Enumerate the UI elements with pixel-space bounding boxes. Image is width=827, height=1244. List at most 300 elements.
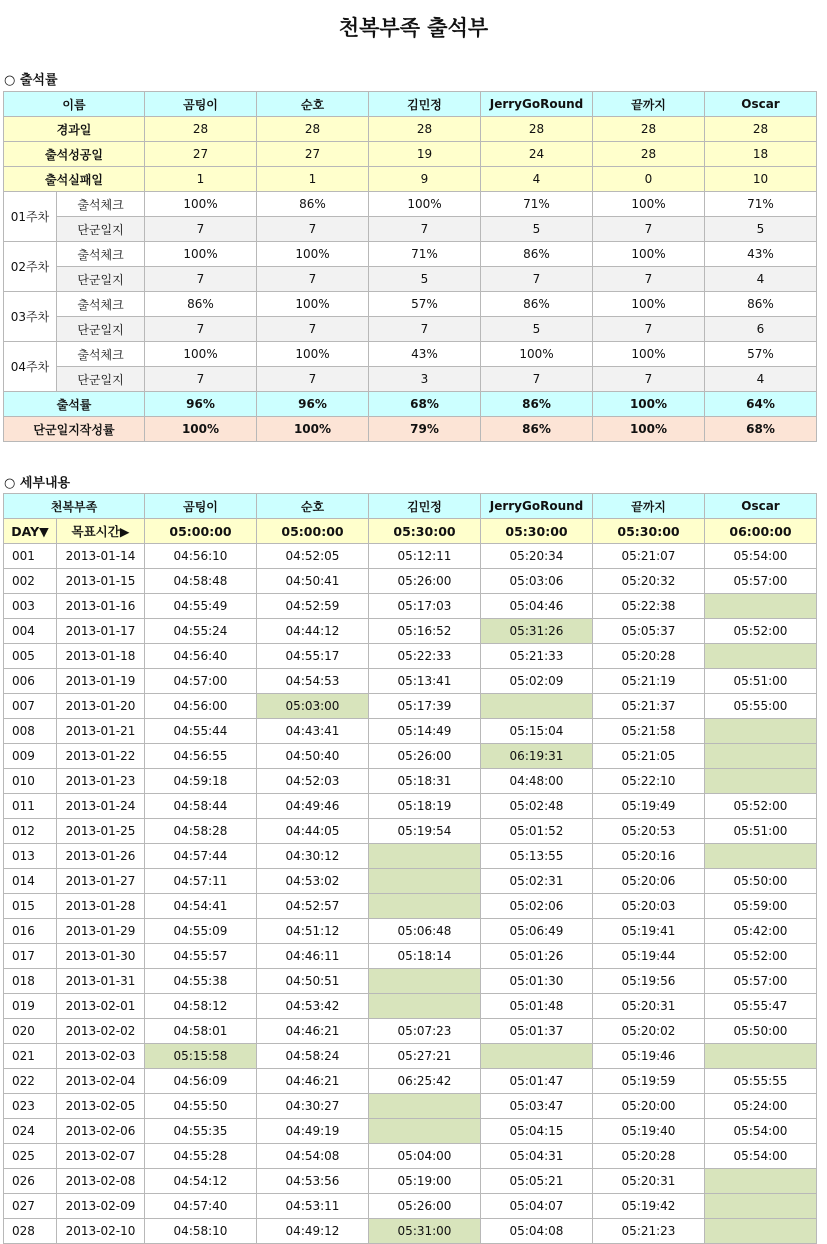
time-cell: 05:50:00	[705, 1019, 817, 1044]
day-row	[4, 969, 817, 994]
time-cell: 05:20:02	[593, 1019, 705, 1044]
summary-value: 27	[145, 142, 257, 167]
day-row	[4, 1044, 817, 1069]
time-cell: 05:20:16	[593, 844, 705, 869]
check-value: 100%	[593, 242, 705, 267]
day-date: 2013-01-17	[57, 619, 145, 644]
attendance-rate-value: 100%	[593, 392, 705, 417]
time-cell: 04:52:59	[257, 594, 369, 619]
time-cell: 05:04:07	[481, 1194, 593, 1219]
time-cell: 04:56:09	[145, 1069, 257, 1094]
journal-value: 7	[481, 267, 593, 292]
summary-value: 1	[257, 167, 369, 192]
day-date: 2013-02-08	[57, 1169, 145, 1194]
time-cell: 04:50:51	[257, 969, 369, 994]
time-cell: 04:53:56	[257, 1169, 369, 1194]
member-header: Oscar	[705, 92, 817, 117]
time-cell: 04:58:48	[145, 569, 257, 594]
day-number: 022	[4, 1069, 57, 1094]
target-time: 05:00:00	[145, 519, 257, 544]
time-cell: 05:19:40	[593, 1119, 705, 1144]
time-cell: 05:55:55	[705, 1069, 817, 1094]
day-number: 025	[4, 1144, 57, 1169]
day-number: 005	[4, 644, 57, 669]
journal-value: 7	[257, 367, 369, 392]
day-date: 2013-02-10	[57, 1219, 145, 1244]
day-row	[4, 1219, 817, 1244]
check-value: 100%	[593, 342, 705, 367]
day-number: 013	[4, 844, 57, 869]
time-cell: 05:18:31	[369, 769, 481, 794]
time-cell: 04:44:05	[257, 819, 369, 844]
time-cell: 05:26:00	[369, 1194, 481, 1219]
time-cell: 04:55:17	[257, 644, 369, 669]
journal-value: 5	[705, 217, 817, 242]
missed-time-cell	[705, 744, 817, 769]
time-cell: 05:16:52	[369, 619, 481, 644]
missed-time-cell	[705, 1194, 817, 1219]
day-date: 2013-01-25	[57, 819, 145, 844]
time-cell: 04:30:12	[257, 844, 369, 869]
summary-value: 19	[369, 142, 481, 167]
journal-value: 7	[145, 317, 257, 342]
journal-label: 단군일지	[57, 217, 145, 242]
time-cell: 05:20:28	[593, 644, 705, 669]
check-value: 100%	[257, 342, 369, 367]
time-cell: 05:15:04	[481, 719, 593, 744]
time-cell: 05:21:23	[593, 1219, 705, 1244]
member-header: 김민정	[369, 92, 481, 117]
detail-section-heading: ○ 세부내용	[4, 476, 71, 491]
detail-table	[3, 493, 817, 1244]
week-journal-row	[4, 317, 817, 342]
member-header: 순호	[257, 92, 369, 117]
time-cell: 04:55:24	[145, 619, 257, 644]
journal-value: 7	[593, 217, 705, 242]
time-cell: 05:19:59	[593, 1069, 705, 1094]
time-cell: 04:55:09	[145, 919, 257, 944]
time-cell: 04:52:57	[257, 894, 369, 919]
week-journal-row	[4, 267, 817, 292]
time-cell: 05:20:03	[593, 894, 705, 919]
tribe-label: 천복부족	[4, 494, 145, 519]
week-check-row	[4, 292, 817, 317]
time-cell: 05:50:00	[705, 869, 817, 894]
check-label: 출석체크	[57, 342, 145, 367]
missed-time-cell	[705, 1044, 817, 1069]
time-cell: 04:54:53	[257, 669, 369, 694]
summary-label: 출석성공일	[4, 142, 145, 167]
day-row	[4, 594, 817, 619]
missed-time-cell	[705, 719, 817, 744]
day-row	[4, 1169, 817, 1194]
day-number: 018	[4, 969, 57, 994]
time-cell: 05:12:11	[369, 544, 481, 569]
day-row	[4, 894, 817, 919]
day-date: 2013-01-21	[57, 719, 145, 744]
time-cell: 04:51:12	[257, 919, 369, 944]
time-cell: 04:53:02	[257, 869, 369, 894]
member-header: 끝까지	[593, 92, 705, 117]
check-label: 출석체크	[57, 242, 145, 267]
day-date: 2013-02-06	[57, 1119, 145, 1144]
day-number: 006	[4, 669, 57, 694]
time-cell: 05:20:32	[593, 569, 705, 594]
summary-row	[4, 117, 817, 142]
day-number: 008	[4, 719, 57, 744]
day-date: 2013-02-05	[57, 1094, 145, 1119]
time-cell: 05:57:00	[705, 969, 817, 994]
summary-value: 28	[593, 142, 705, 167]
time-cell: 05:20:06	[593, 869, 705, 894]
time-cell: 05:19:44	[593, 944, 705, 969]
missed-time-cell: 05:03:00	[257, 694, 369, 719]
time-cell: 04:56:40	[145, 644, 257, 669]
day-row	[4, 1119, 817, 1144]
day-row	[4, 619, 817, 644]
journal-value: 7	[593, 267, 705, 292]
day-number: 016	[4, 919, 57, 944]
target-time: 05:30:00	[369, 519, 481, 544]
week-check-row	[4, 192, 817, 217]
time-cell: 04:54:41	[145, 894, 257, 919]
time-cell: 04:52:03	[257, 769, 369, 794]
time-cell: 05:02:31	[481, 869, 593, 894]
time-cell: 04:43:41	[257, 719, 369, 744]
missed-time-cell	[369, 1094, 481, 1119]
time-cell: 05:07:23	[369, 1019, 481, 1044]
attendance-section-heading: ○ 출석률	[4, 73, 58, 88]
day-number: 027	[4, 1194, 57, 1219]
day-number: 024	[4, 1119, 57, 1144]
check-value: 71%	[705, 192, 817, 217]
time-cell: 04:56:10	[145, 544, 257, 569]
time-cell: 05:13:41	[369, 669, 481, 694]
member-header: 끝까지	[593, 494, 705, 519]
time-cell: 05:01:37	[481, 1019, 593, 1044]
day-number: 021	[4, 1044, 57, 1069]
journal-rate-value: 86%	[481, 417, 593, 442]
time-cell: 04:58:28	[145, 819, 257, 844]
day-row	[4, 994, 817, 1019]
day-number: 017	[4, 944, 57, 969]
journal-value: 7	[257, 317, 369, 342]
day-row	[4, 844, 817, 869]
time-cell: 05:54:00	[705, 1119, 817, 1144]
day-date: 2013-01-16	[57, 594, 145, 619]
day-row	[4, 719, 817, 744]
day-date: 2013-02-01	[57, 994, 145, 1019]
day-row	[4, 919, 817, 944]
time-cell: 05:01:26	[481, 944, 593, 969]
check-value: 100%	[257, 242, 369, 267]
time-cell: 05:19:54	[369, 819, 481, 844]
summary-value: 9	[369, 167, 481, 192]
check-value: 86%	[705, 292, 817, 317]
time-cell: 04:56:00	[145, 694, 257, 719]
time-cell: 04:57:00	[145, 669, 257, 694]
attendance-summary-table	[3, 91, 817, 442]
day-number: 003	[4, 594, 57, 619]
summary-label: 경과일	[4, 117, 145, 142]
time-cell: 04:55:35	[145, 1119, 257, 1144]
day-row	[4, 944, 817, 969]
day-number: 019	[4, 994, 57, 1019]
journal-value: 5	[481, 317, 593, 342]
week-journal-row	[4, 217, 817, 242]
day-date: 2013-02-09	[57, 1194, 145, 1219]
time-cell: 04:57:11	[145, 869, 257, 894]
summary-value: 28	[257, 117, 369, 142]
time-cell: 04:46:11	[257, 944, 369, 969]
day-row	[4, 869, 817, 894]
journal-value: 3	[369, 367, 481, 392]
time-cell: 05:19:56	[593, 969, 705, 994]
attendance-rate-value: 64%	[705, 392, 817, 417]
time-cell: 05:54:00	[705, 544, 817, 569]
journal-label: 단군일지	[57, 317, 145, 342]
journal-value: 7	[257, 267, 369, 292]
day-date: 2013-01-23	[57, 769, 145, 794]
member-header: Oscar	[705, 494, 817, 519]
time-cell: 04:58:10	[145, 1219, 257, 1244]
missed-time-cell	[369, 1119, 481, 1144]
time-cell: 05:13:55	[481, 844, 593, 869]
check-value: 57%	[705, 342, 817, 367]
check-value: 100%	[145, 242, 257, 267]
attendance-rate-value: 86%	[481, 392, 593, 417]
summary-value: 27	[257, 142, 369, 167]
summary-value: 24	[481, 142, 593, 167]
journal-value: 7	[145, 267, 257, 292]
time-cell: 05:20:28	[593, 1144, 705, 1169]
member-header: JerryGoRound	[481, 92, 593, 117]
time-cell: 05:59:00	[705, 894, 817, 919]
time-cell: 05:22:38	[593, 594, 705, 619]
time-cell: 04:58:01	[145, 1019, 257, 1044]
week-label: 02주차	[4, 242, 57, 292]
day-date: 2013-01-22	[57, 744, 145, 769]
day-row	[4, 794, 817, 819]
journal-value: 7	[257, 217, 369, 242]
time-cell: 04:58:12	[145, 994, 257, 1019]
time-cell: 05:24:00	[705, 1094, 817, 1119]
missed-time-cell	[705, 644, 817, 669]
day-date: 2013-02-03	[57, 1044, 145, 1069]
time-cell: 05:57:00	[705, 569, 817, 594]
week-label: 03주차	[4, 292, 57, 342]
journal-value: 7	[369, 217, 481, 242]
day-date: 2013-01-20	[57, 694, 145, 719]
detail-header-row	[4, 494, 817, 519]
time-cell: 05:04:46	[481, 594, 593, 619]
day-row	[4, 694, 817, 719]
time-cell: 05:20:31	[593, 1169, 705, 1194]
time-cell: 04:53:11	[257, 1194, 369, 1219]
check-value: 71%	[369, 242, 481, 267]
day-row	[4, 1019, 817, 1044]
day-row	[4, 1144, 817, 1169]
target-time: 06:00:00	[705, 519, 817, 544]
missed-time-cell	[369, 894, 481, 919]
day-row	[4, 1194, 817, 1219]
missed-time-cell	[369, 844, 481, 869]
time-cell: 05:26:00	[369, 569, 481, 594]
time-cell: 05:52:00	[705, 794, 817, 819]
summary-value: 4	[481, 167, 593, 192]
time-cell: 05:54:00	[705, 1144, 817, 1169]
day-date: 2013-01-30	[57, 944, 145, 969]
time-cell: 05:20:00	[593, 1094, 705, 1119]
time-cell: 05:19:42	[593, 1194, 705, 1219]
missed-time-cell	[705, 1169, 817, 1194]
missed-time-cell	[369, 969, 481, 994]
day-number: 002	[4, 569, 57, 594]
time-cell: 04:54:08	[257, 1144, 369, 1169]
time-cell: 05:21:58	[593, 719, 705, 744]
time-cell: 04:50:41	[257, 569, 369, 594]
missed-time-cell: 05:31:00	[369, 1219, 481, 1244]
journal-value: 7	[593, 367, 705, 392]
time-cell: 04:55:49	[145, 594, 257, 619]
journal-rate-value: 100%	[593, 417, 705, 442]
time-cell: 05:04:31	[481, 1144, 593, 1169]
time-cell: 05:21:07	[593, 544, 705, 569]
summary-value: 1	[145, 167, 257, 192]
time-cell: 05:52:00	[705, 619, 817, 644]
missed-time-cell	[705, 844, 817, 869]
time-cell: 04:49:46	[257, 794, 369, 819]
time-cell: 05:22:10	[593, 769, 705, 794]
check-value: 100%	[257, 292, 369, 317]
week-check-row	[4, 342, 817, 367]
day-row	[4, 644, 817, 669]
day-row	[4, 1094, 817, 1119]
journal-value: 4	[705, 267, 817, 292]
week-check-row	[4, 242, 817, 267]
time-cell: 04:49:12	[257, 1219, 369, 1244]
time-cell: 05:19:46	[593, 1044, 705, 1069]
journal-rate-value: 100%	[145, 417, 257, 442]
member-header: 곰팅이	[145, 92, 257, 117]
journal-rate-label: 단군일지작성률	[4, 417, 145, 442]
attendance-rate-row	[4, 392, 817, 417]
time-cell: 05:04:15	[481, 1119, 593, 1144]
target-time: 05:30:00	[481, 519, 593, 544]
time-cell: 04:53:42	[257, 994, 369, 1019]
time-cell: 04:50:40	[257, 744, 369, 769]
time-cell: 05:18:14	[369, 944, 481, 969]
day-number: 009	[4, 744, 57, 769]
journal-rate-row	[4, 417, 817, 442]
journal-value: 7	[593, 317, 705, 342]
time-cell: 04:58:24	[257, 1044, 369, 1069]
summary-value: 28	[369, 117, 481, 142]
time-cell: 04:55:28	[145, 1144, 257, 1169]
day-number: 010	[4, 769, 57, 794]
summary-value: 18	[705, 142, 817, 167]
missed-time-cell	[481, 694, 593, 719]
check-value: 100%	[369, 192, 481, 217]
time-cell: 04:49:19	[257, 1119, 369, 1144]
day-date: 2013-02-02	[57, 1019, 145, 1044]
time-cell: 04:46:21	[257, 1069, 369, 1094]
time-cell: 05:03:47	[481, 1094, 593, 1119]
time-cell: 05:20:31	[593, 994, 705, 1019]
day-number: 020	[4, 1019, 57, 1044]
week-label: 01주차	[4, 192, 57, 242]
journal-value: 7	[481, 367, 593, 392]
time-cell: 05:51:00	[705, 669, 817, 694]
day-date: 2013-01-14	[57, 544, 145, 569]
member-header: 순호	[257, 494, 369, 519]
check-value: 86%	[145, 292, 257, 317]
time-cell: 05:18:19	[369, 794, 481, 819]
target-time: 05:30:00	[593, 519, 705, 544]
time-cell: 05:19:41	[593, 919, 705, 944]
time-cell: 04:54:12	[145, 1169, 257, 1194]
missed-time-cell	[705, 594, 817, 619]
time-cell: 05:06:49	[481, 919, 593, 944]
check-value: 43%	[705, 242, 817, 267]
day-date: 2013-01-18	[57, 644, 145, 669]
check-label: 출석체크	[57, 292, 145, 317]
member-header: 김민정	[369, 494, 481, 519]
day-date: 2013-01-24	[57, 794, 145, 819]
attendance-rate-value: 68%	[369, 392, 481, 417]
page-title: 천복부족 출석부	[338, 16, 489, 40]
time-cell: 04:55:50	[145, 1094, 257, 1119]
time-cell: 05:52:00	[705, 944, 817, 969]
target-row	[4, 519, 817, 544]
summary-value: 10	[705, 167, 817, 192]
journal-value: 5	[481, 217, 593, 242]
journal-rate-value: 79%	[369, 417, 481, 442]
missed-time-cell	[705, 769, 817, 794]
day-date: 2013-01-28	[57, 894, 145, 919]
attendance-rate-value: 96%	[257, 392, 369, 417]
day-row	[4, 769, 817, 794]
check-value: 86%	[481, 292, 593, 317]
missed-time-cell: 06:19:31	[481, 744, 593, 769]
day-row	[4, 819, 817, 844]
day-row	[4, 1069, 817, 1094]
time-cell: 05:20:34	[481, 544, 593, 569]
missed-time-cell	[369, 994, 481, 1019]
day-number: 023	[4, 1094, 57, 1119]
day-date: 2013-01-15	[57, 569, 145, 594]
time-cell: 05:17:39	[369, 694, 481, 719]
check-value: 86%	[257, 192, 369, 217]
time-cell: 05:02:09	[481, 669, 593, 694]
summary-value: 28	[705, 117, 817, 142]
journal-value: 7	[145, 217, 257, 242]
missed-time-cell: 05:31:26	[481, 619, 593, 644]
attendance-rate-label: 출석률	[4, 392, 145, 417]
time-cell: 05:01:47	[481, 1069, 593, 1094]
check-value: 71%	[481, 192, 593, 217]
day-row	[4, 569, 817, 594]
time-cell: 06:25:42	[369, 1069, 481, 1094]
member-header: JerryGoRound	[481, 494, 593, 519]
time-cell: 05:19:49	[593, 794, 705, 819]
header-row	[4, 92, 817, 117]
day-row	[4, 744, 817, 769]
time-cell: 04:52:05	[257, 544, 369, 569]
time-cell: 05:04:00	[369, 1144, 481, 1169]
check-value: 43%	[369, 342, 481, 367]
journal-value: 7	[369, 317, 481, 342]
